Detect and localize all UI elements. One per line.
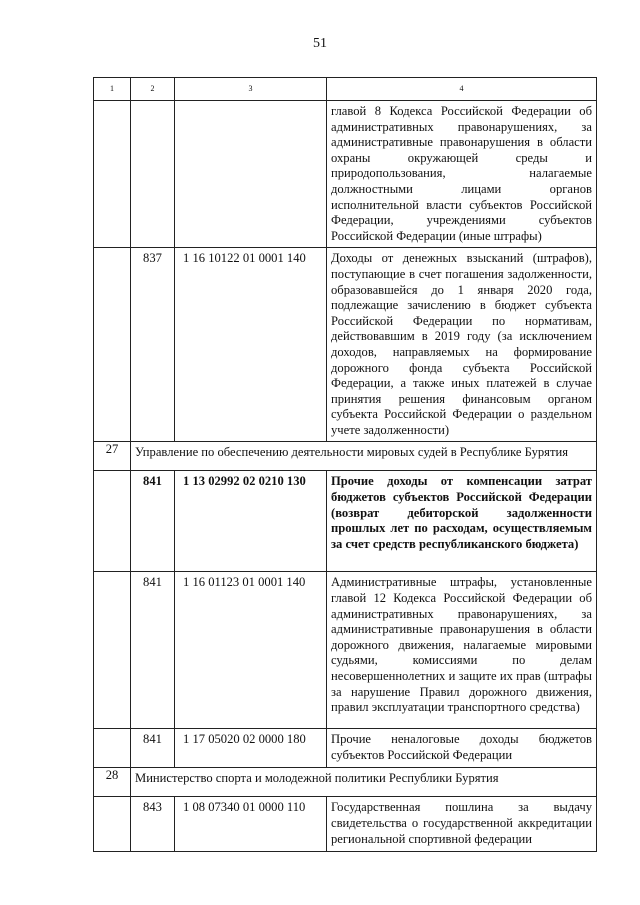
blank-cell (94, 572, 131, 729)
description-cell: Доходы от денежных взысканий (штрафов), поступающие в счет погашения задолженности, образовавшейся до 1 января 2020 года, подлежащие зачислению в бюджет субъекта Российской Федерации по нормативам, действовавшим в 2019 году (за исключением доходов, направляемых на формирование дорожного фонда субъекта Российской Федерации, а также иных платежей в случае принятия решения финансовым органом субъекта Российской Федерации о раздельном учете задолженности) (327, 248, 597, 442)
section-number: 27 (94, 442, 131, 471)
description-cell: Административные штрафы, установленные главой 12 Кодекса Российской Федерации об административных правонарушениях, за административные правонарушения в области дорожного движения, налагаемые мировыми судьями, комиссиями по делам несовершеннолетних и защите их прав (штрафы за нарушение Правил дорожного движения, правил эксплуатации транспортного средства) (327, 572, 597, 729)
admin-code-cell: 837 (131, 248, 175, 442)
description-cell: Прочие доходы от компенсации затрат бюджетов субъектов Российской Федерации (возврат дебиторской задолженности прошлых лет по расходам, осуществляемым за счет средств республиканского бюджета) (327, 471, 597, 572)
revenue-codes-table (93, 77, 597, 852)
section-row-28 (94, 768, 597, 797)
table-row (94, 729, 597, 768)
budget-code-cell: 1 13 02992 02 0210 130 (175, 471, 327, 572)
blank-cell (94, 797, 131, 852)
section-row-27 (94, 442, 597, 471)
section-title: Управление по обеспечению деятельности мировых судей в Республике Бурятия (131, 442, 597, 471)
admin-code-cell: 841 (131, 572, 175, 729)
column-number-3: 3 (175, 78, 327, 101)
table-row (94, 797, 597, 852)
table-row-continuation (94, 101, 597, 248)
blank-cell (94, 248, 131, 442)
description-cell: главой 8 Кодекса Российской Федерации об административных правонарушениях, за административные правонарушения в области охраны окружающей среды и природопользования, налагаемые должностными лицами органов исполнительной власти субъектов Российской Федерации, учреждениями субъектов Российской Федерации (иные штрафы) (327, 101, 597, 248)
table-row-837 (94, 248, 597, 442)
description-cell: Прочие неналоговые доходы бюджетов субъектов Российской Федерации (327, 729, 597, 768)
budget-code-cell: 1 16 01123 01 0001 140 (175, 572, 327, 729)
section-number: 28 (94, 768, 131, 797)
column-number-1: 1 (94, 78, 131, 101)
budget-code-cell: 1 17 05020 02 0000 180 (175, 729, 327, 768)
table-row (94, 471, 597, 572)
admin-code-cell: 841 (131, 729, 175, 768)
description-cell: Государственная пошлина за выдачу свидетельства о государственной аккредитации региональной спортивной федерации (327, 797, 597, 852)
blank-cell (94, 471, 131, 572)
column-number-row (94, 78, 597, 101)
budget-code-cell: 1 16 10122 01 0001 140 (175, 248, 327, 442)
table-row (94, 572, 597, 729)
budget-code-cell (175, 101, 327, 248)
page-number: 51 (313, 36, 327, 51)
blank-cell (94, 101, 131, 248)
admin-code-cell (131, 101, 175, 248)
column-number-4: 4 (327, 78, 597, 101)
admin-code-cell: 841 (131, 471, 175, 572)
section-title: Министерство спорта и молодежной политики Республики Бурятия (131, 768, 597, 797)
admin-code-cell: 843 (131, 797, 175, 852)
budget-code-cell: 1 08 07340 01 0000 110 (175, 797, 327, 852)
blank-cell (94, 729, 131, 768)
column-number-2: 2 (131, 78, 175, 101)
